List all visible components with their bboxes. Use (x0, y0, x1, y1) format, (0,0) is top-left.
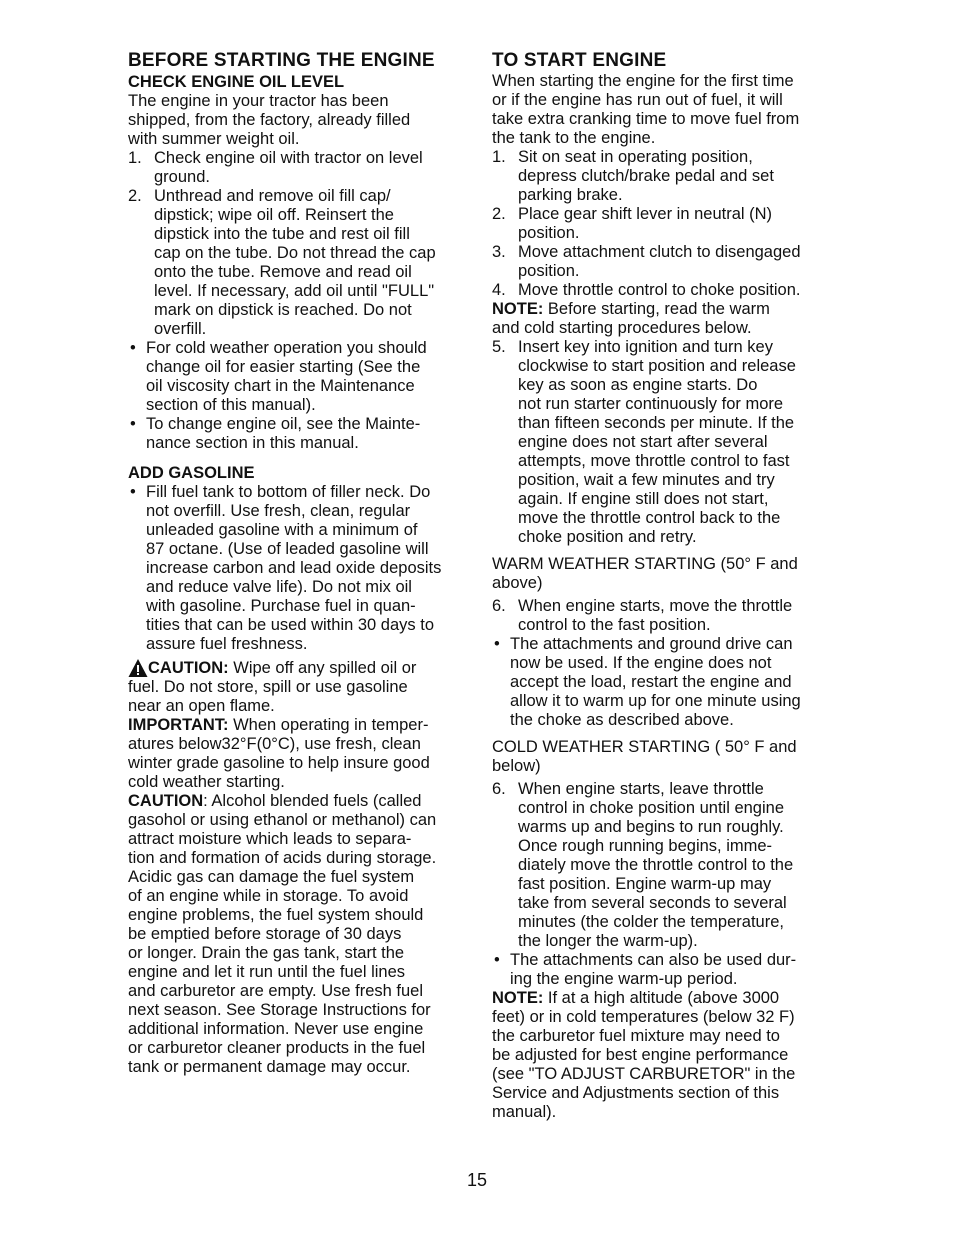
oil-intro (128, 92, 473, 149)
caution-label: CAUTION: (148, 659, 229, 677)
text-line: Once rough running begins, imme- (518, 837, 773, 855)
text-line: cold weather starting. (128, 773, 285, 791)
step-number: 3. (492, 243, 506, 261)
cold-step-6 (492, 780, 837, 951)
text-line: 87 octane. (Use of leaded gasoline will (146, 540, 429, 558)
text-line: Place gear shift lever in neutral (N) (518, 205, 773, 223)
start-intro (492, 72, 837, 148)
text-line: Fill fuel tank to bottom of filler neck. Do (146, 483, 431, 501)
note-warm-cold (492, 300, 837, 338)
text-line: atures below32°F(0°C), use fresh, clean (128, 735, 421, 753)
text-line: than fifteen seconds per minute. If the (518, 414, 795, 432)
text-line: key as soon as engine starts. Do (518, 376, 758, 394)
text-line: section of this manual). (146, 396, 316, 414)
text-line: move the throttle control back to the (518, 509, 781, 527)
text-line: The attachments can also be used dur- (510, 951, 797, 969)
text-line: control to the fast position. (518, 616, 711, 634)
text-line: tities that can be used within 30 days to (146, 616, 435, 634)
text-line: The attachments and ground drive can (510, 635, 793, 653)
text-line: mark on dipstick is reached. Do not (154, 301, 412, 319)
text-line: take from several seconds to several (518, 894, 787, 912)
warm-bullet (492, 635, 837, 730)
oil-bullet-change-oil (128, 415, 473, 453)
bullet-dot: • (494, 951, 500, 969)
start-step-2 (492, 205, 837, 243)
text-line: take extra cranking time to move fuel from (492, 110, 800, 128)
text-line: diately move the throttle control to the (518, 856, 794, 874)
text-line: not overfill. Use fresh, clean, regular (146, 502, 411, 520)
step-number: 2. (128, 187, 142, 205)
text-line: parking brake. (518, 186, 623, 204)
text-line: change oil for easier starting (See the (146, 358, 421, 376)
subheading-add-gasoline: ADD GASOLINE (128, 464, 255, 482)
text-line: next season. See Storage Instructions for (128, 1001, 431, 1019)
step-number: 6. (492, 780, 506, 798)
important-note (128, 716, 473, 792)
start-step-5 (492, 338, 837, 547)
warning-triangle-icon (128, 658, 148, 678)
text-line: COLD WEATHER STARTING ( 50° F and (492, 738, 797, 756)
text-line: tion and formation of acids during storage. (128, 849, 437, 867)
text-line: Move throttle control to choke position. (518, 281, 801, 299)
text-line: the longer the warm-up). (518, 932, 698, 950)
page-number: 15 (466, 1170, 488, 1190)
left-column (128, 50, 473, 1077)
gas-bullet-fill (128, 483, 473, 654)
text-line: allow it to warm up for one minute using (510, 692, 801, 710)
step-number: 6. (492, 597, 506, 615)
text-line: engine does not start after several (518, 433, 768, 451)
text-line: oil viscosity chart in the Maintenance (146, 377, 415, 395)
note-altitude (492, 989, 837, 1122)
text-line: attempts, move throttle control to fast (518, 452, 790, 470)
text-line: overfill. (154, 320, 207, 338)
text-line: below) (492, 757, 541, 775)
section-heading-before-starting: BEFORE STARTING THE ENGINE (128, 50, 435, 71)
warm-step-6 (492, 597, 837, 635)
text-line: again. If engine still does not start, (518, 490, 769, 508)
text-line: accept the load, restart the engine and (510, 673, 792, 691)
text-line: minutes (the colder the temperature, (518, 913, 784, 931)
important-label: IMPORTANT: (128, 716, 229, 734)
caution-spill (128, 658, 473, 716)
text-line: tank or permanent damage may occur. (128, 1058, 411, 1076)
text-line: position. (518, 262, 580, 280)
text-line: and carburetor are empty. Use fresh fuel (128, 982, 424, 1000)
note-label: NOTE: (492, 300, 544, 318)
text-line: clockwise to start position and release (518, 357, 796, 375)
text-line: Check engine oil with tractor on level (154, 149, 423, 167)
text-line: fast position. Engine warm-up may (518, 875, 772, 893)
text-line: above) (492, 574, 543, 592)
text-line: level. If necessary, add oil until "FULL" (154, 282, 435, 300)
text-line: When engine starts, leave throttle (518, 780, 764, 798)
step-number: 2. (492, 205, 506, 223)
section-heading-to-start-engine: TO START ENGINE (492, 50, 667, 71)
text-line: If at a high altitude (above 3000 (543, 989, 780, 1007)
text-line: Move attachment clutch to disengaged (518, 243, 801, 261)
text-line: or carburetor cleaner products in the fuel (128, 1039, 426, 1057)
text-line: engine problems, the fuel system should (128, 906, 424, 924)
start-step-1 (492, 148, 837, 205)
text-line: with gasoline. Purchase fuel in quan- (146, 597, 416, 615)
text-line: depress clutch/brake pedal and set (518, 167, 774, 185)
caution-alcohol (128, 792, 473, 1077)
text-line: fuel. Do not store, spill or use gasoline (128, 678, 408, 696)
text-line: When operating in temper- (228, 716, 429, 734)
text-line: onto the tube. Remove and read oil (154, 263, 412, 281)
text-line: Insert key into ignition and turn key (518, 338, 773, 356)
text-line: dipstick; wipe oil off. Reinsert the (154, 206, 394, 224)
warm-weather-heading (492, 555, 837, 593)
start-step-4 (492, 281, 837, 300)
text-line: Sit on seat in operating position, (518, 148, 753, 166)
text-line: attract moisture which leads to separa- (128, 830, 412, 848)
text-line: the carburetor fuel mixture may need to (492, 1027, 780, 1045)
text-line: engine and let it run until the fuel lines (128, 963, 406, 981)
text-line: Wipe off any spilled oil or (228, 659, 417, 677)
text-line: choke position and retry. (518, 528, 697, 546)
step-number: 1. (128, 149, 142, 167)
text-line: and reduce valve life). Do not mix oil (146, 578, 412, 596)
text-line: Before starting, read the warm (543, 300, 770, 318)
text-line: additional information. Never use engine (128, 1020, 424, 1038)
text-line: feet) or in cold temperatures (below 32 F) (492, 1008, 795, 1026)
text-line: winter grade gasoline to help insure good (128, 754, 430, 772)
text-line: (see "TO ADJUST CARBURETOR" in the (492, 1065, 796, 1083)
text-line: assure fuel freshness. (146, 635, 308, 653)
subheading-check-oil: CHECK ENGINE OIL LEVEL (128, 73, 345, 91)
step-number: 5. (492, 338, 506, 356)
step-number: 1. (492, 148, 506, 166)
text-line: gasohol or using ethanol or methanol) can (128, 811, 437, 829)
text-line: position. (518, 224, 580, 242)
text-line: position, wait a few minutes and try (518, 471, 775, 489)
text-line: not run starter continuously for more (518, 395, 784, 413)
bullet-dot: • (130, 339, 136, 357)
text-line: WARM WEATHER STARTING (50° F and (492, 555, 798, 573)
start-step-3 (492, 243, 837, 281)
text-line: of an engine while in storage. To avoid (128, 887, 409, 905)
text-line: now be used. If the engine does not (510, 654, 772, 672)
text-line: be adjusted for best engine performance (492, 1046, 789, 1064)
text-line: nance section in this manual. (146, 434, 359, 452)
text-line: Service and Adjustments section of this (492, 1084, 780, 1102)
bullet-dot: • (130, 483, 136, 501)
text-line: warms up and begins to run roughly. (518, 818, 784, 836)
text-line: cap on the tube. Do not thread the cap (154, 244, 436, 262)
bullet-dot: • (130, 415, 136, 433)
caution-label: CAUTION (128, 792, 204, 810)
text-line: ground. (154, 168, 210, 186)
text-line: ing the engine warm-up period. (510, 970, 738, 988)
text-line: : Alcohol blended fuels (called (203, 792, 422, 810)
text-line: or if the engine has run out of fuel, it will (492, 91, 783, 109)
cold-weather-heading (492, 738, 837, 776)
text-line: unleaded gasoline with a minimum of (146, 521, 418, 539)
right-column (492, 50, 837, 1122)
text-line: near an open flame. (128, 697, 275, 715)
text-line: To change engine oil, see the Mainte- (146, 415, 421, 433)
text-line: and cold starting procedures below. (492, 319, 752, 337)
oil-step-2 (128, 187, 473, 339)
oil-step-1 (128, 149, 473, 187)
text-line: the choke as described above. (510, 711, 734, 729)
note-label: NOTE: (492, 989, 544, 1007)
text-line: shipped, from the factory, already filled (128, 111, 411, 129)
text-line: control in choke position until engine (518, 799, 785, 817)
text-line: with summer weight oil. (128, 130, 300, 148)
text-line: be emptied before storage of 30 days (128, 925, 402, 943)
text-line: the tank to the engine. (492, 129, 656, 147)
text-line: dipstick into the tube and rest oil fill (154, 225, 410, 243)
oil-bullet-cold-weather (128, 339, 473, 415)
text-line: manual). (492, 1103, 557, 1121)
bullet-dot: • (494, 635, 500, 653)
step-number: 4. (492, 281, 506, 299)
text-line: or longer. Drain the gas tank, start the (128, 944, 405, 962)
text-line: Unthread and remove oil fill cap/ (154, 187, 391, 205)
text-line: The engine in your tractor has been (128, 92, 389, 110)
text-line: When starting the engine for the first time (492, 72, 794, 90)
text-line: When engine starts, move the throttle (518, 597, 793, 615)
text-line: increase carbon and lead oxide deposits (146, 559, 442, 577)
text-line: Acidic gas can damage the fuel system (128, 868, 415, 886)
cold-bullet (492, 951, 837, 989)
text-line: For cold weather operation you should (146, 339, 427, 357)
